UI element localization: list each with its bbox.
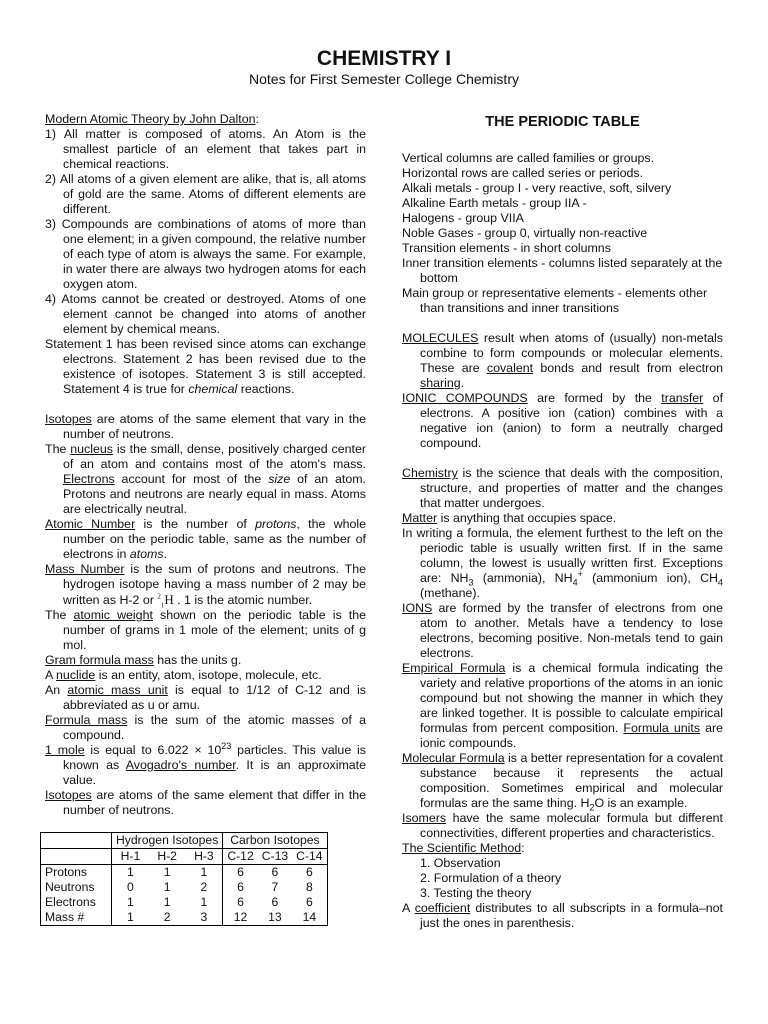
periodic-fact: Transition elements - in short columns bbox=[402, 241, 611, 255]
left-column bbox=[45, 112, 366, 818]
gram-formula-mass-definition: Gram formula mass has the units g. bbox=[45, 653, 242, 667]
table-column-header bbox=[41, 849, 328, 865]
molecules-definition: MOLECULES result when atoms of (usually) non-metals combine to form compounds or molecular elements. These are covalent bonds and result from electron sharing. bbox=[402, 331, 723, 390]
scientific-method-step: 3. Testing the theory bbox=[420, 886, 532, 900]
table-row: Neutrons 0 1 2 6 7 8 bbox=[41, 880, 328, 895]
table-row: Mass # 1 2 3 12 13 14 bbox=[41, 910, 328, 926]
mass-number-definition: Mass Number is the sum of protons and neutrons. The hydrogen isotope having a mass number of 2 may be written as H-2 or $^2_1$H . 1 is the atomic number. bbox=[45, 562, 366, 610]
ions-definition: IONS are formed by the transfer of electrons from one atom to another. Metals have a tendency to lose electrons, becoming positive. Non-metals tend to gain electrons. bbox=[402, 601, 723, 660]
mole-definition: 1 mole is equal to $6.022 \times 10^{23}$ particles. This value is known as Avogadro's number. It is an approximate value. bbox=[45, 740, 366, 787]
periodic-fact: Noble Gases - group 0, virtually non-reactive bbox=[402, 226, 648, 240]
scientific-method-step: 2. Formulation of a theory bbox=[420, 871, 562, 885]
nucleus-definition: The nucleus is the small, dense, positively charged center of an atom and contains most of the atom's mass. Electrons account for most of the size of an atom. Protons and neutrons are nearly equal in mass. Atoms are electrically neutral. bbox=[45, 442, 366, 516]
formula-writing-rule: In writing a formula, the element furthest to the left on the periodic table is usually written first. If in the same column, the lowest is usually written first. Exceptions are: $NH_3$ (ammonia), $NH_4^+$ (ammonium ion), $CH_4$ (methane). bbox=[402, 526, 723, 600]
hydrogen-isotopes-header: Hydrogen Isotopes bbox=[112, 833, 223, 849]
page-subtitle: Notes for First Semester College Chemistry bbox=[249, 71, 519, 87]
chemistry-definition: Chemistry is the science that deals with the composition, structure, and properties of matter and the changes that matter undergoes. bbox=[402, 466, 723, 510]
isotopes-definition: Isotopes are atoms of the same element that vary in the number of neutrons. bbox=[45, 412, 366, 441]
periodic-fact: Main group or representative elements - elements other than transitions and inner transitions bbox=[402, 286, 708, 315]
molecular-formula-definition: Molecular Formula is a better representation for a covalent substance because it represents the actual composition. Sometimes empirical and molecular formulas are the same thing. $H_2O$ is an example. bbox=[402, 751, 723, 813]
dalton-statement-1: 1) All matter is composed of atoms. An Atom is the smallest particle of an element that takes part in chemical reactions. bbox=[45, 127, 366, 171]
empirical-formula-definition: Empirical Formula is a chemical formula indicating the variety and relative proportions of the atoms in an ionic compound but not showing the manner in which they are linked together. It is possible to calculate empirical formulas from percent composition. Formula units are ionic compounds. bbox=[402, 661, 724, 750]
dalton-revision-note: Statement 1 has been revised since atoms can exchange electrons. Statement 2 has been revised due to the existence of isotopes. Statement 3 is still accepted. Statement 4 is true for chemical reactions. bbox=[45, 337, 366, 396]
table-row: Electrons 1 1 1 6 6 6 bbox=[41, 895, 328, 910]
periodic-table-heading: THE PERIODIC TABLE bbox=[485, 114, 640, 130]
formula-mass-definition: Formula mass is the sum of the atomic masses of a compound. bbox=[45, 713, 366, 742]
coefficient-definition: A coefficient distributes to all subscripts in a formula–not just the ones in parenthesis. bbox=[402, 901, 723, 930]
isotopes-definition-2: Isotopes are atoms of the same element that differ in the number of neutrons. bbox=[45, 788, 366, 817]
scientific-method-heading: The Scientific Method: bbox=[402, 841, 525, 855]
atomic-number-definition: Atomic Number is the number of protons, the whole number on the periodic table, same as the number of electrons in atoms. bbox=[45, 517, 366, 561]
column-header: H-2 bbox=[149, 849, 186, 865]
periodic-fact: Vertical columns are called families or groups. bbox=[402, 151, 655, 165]
periodic-fact: Alkali metals - group I - very reactive, soft, silvery bbox=[402, 181, 672, 195]
right-column bbox=[402, 112, 723, 931]
table-row: Protons 1 1 1 6 6 6 bbox=[41, 865, 328, 881]
dalton-heading: Modern Atomic Theory by John Dalton: bbox=[45, 112, 259, 126]
column-header: C-12 bbox=[223, 849, 258, 865]
isotope-table bbox=[40, 832, 328, 926]
table-group-header bbox=[41, 833, 328, 849]
dalton-statement-4: 4) Atoms cannot be created or destroyed. Atoms of one element cannot be changed into atoms of another element by chemical means. bbox=[45, 292, 367, 336]
periodic-fact: Horizontal rows are called series or periods. bbox=[402, 166, 644, 180]
matter-definition: Matter is anything that occupies space. bbox=[402, 511, 617, 525]
periodic-fact: Inner transition elements - columns listed separately at the bottom bbox=[402, 256, 723, 285]
periodic-fact: Halogens - group VIIA bbox=[402, 211, 524, 225]
periodic-fact: Alkaline Earth metals - group IIA - bbox=[402, 196, 587, 210]
dalton-statement-2: 2) All atoms of a given element are alike, that is, all atoms of gold are the same. Atoms of different elements are different. bbox=[45, 172, 366, 216]
page-title: CHEMISTRY I bbox=[316, 47, 452, 70]
nuclide-definition: A nuclide is an entity, atom, isotope, molecule, etc. bbox=[45, 668, 322, 682]
nuclide-notation: $^2_1$H bbox=[157, 592, 174, 610]
column-header: H-3 bbox=[185, 849, 222, 865]
amu-definition: An atomic mass unit is equal to 1/12 of C-12 and is abbreviated as u or amu. bbox=[45, 683, 366, 712]
carbon-isotopes-header: Carbon Isotopes bbox=[223, 833, 327, 849]
column-header: C-14 bbox=[292, 849, 327, 865]
column-header: C-13 bbox=[258, 849, 292, 865]
scientific-method-step: 1. Observation bbox=[420, 856, 501, 870]
dalton-statement-3: 3) Compounds are combinations of atoms of more than one element; in a given compound, the relative number of each type of atom is always the same. For example, in water there are always two hydrogen atoms for each oxygen atom. bbox=[45, 217, 366, 291]
ionic-compounds-definition: IONIC COMPOUNDS are formed by the transfer of electrons. A positive ion (cation) combines with a negative ion (anion) to form a neutrally charged compound. bbox=[402, 391, 724, 450]
column-header: H-1 bbox=[112, 849, 149, 865]
isomers-definition: Isomers have the same molecular formula but different connectivities, different properties and characteristics. bbox=[402, 811, 723, 840]
atomic-weight-definition: The atomic weight shown on the periodic table is the number of grams in 1 mole of the element; units of g mol. bbox=[45, 608, 366, 652]
